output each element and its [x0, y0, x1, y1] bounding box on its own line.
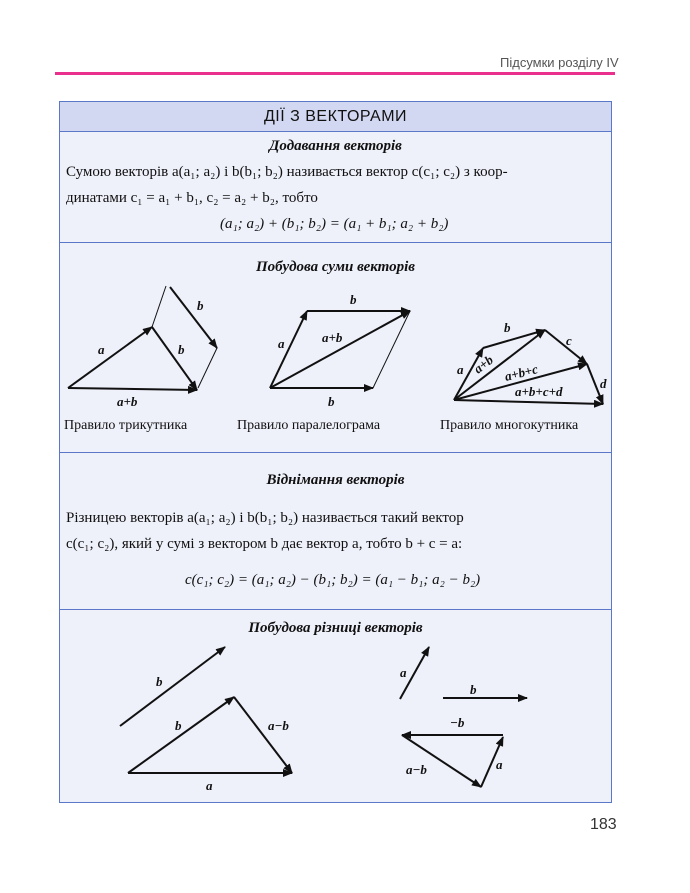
addition-line-1: Сумою векторів a(a₁; a₂) і b(b₁; b₂) називається вектор c(c₁; c₂) з коор- — [66, 164, 508, 180]
addition-heading: Додавання векторів — [269, 138, 402, 154]
label-a-plus-b: a+b — [470, 351, 496, 377]
diff-r-vector-a-minus-b — [402, 735, 481, 787]
subtraction-heading: Віднімання векторів — [266, 472, 405, 488]
label-a-minus-b: a−b — [406, 762, 427, 777]
construction-sum-heading: Побудова суми векторів — [256, 259, 415, 275]
subtraction-line-2: c(c₁; c₂), який у сумі з вектором b дає вектор a, тобто b + c = a: — [66, 536, 463, 552]
label-b: b — [470, 682, 477, 697]
parallelogram-vector-a — [270, 311, 307, 388]
box-title: ДІЇ З ВЕКТОРАМИ — [60, 102, 611, 132]
label-b: b — [178, 342, 185, 357]
summary-box — [59, 101, 612, 803]
triangle-vector-b-free — [170, 287, 217, 348]
triangle-vector-a — [68, 327, 152, 388]
label-a-minus-b: a−b — [268, 718, 289, 733]
label-b: b — [328, 394, 335, 409]
addition-line-2: динатами c₁ = a₁ + b₁, c₂ = a₂ + b₂, тобто — [66, 190, 318, 206]
label-a: a — [400, 665, 407, 680]
triangle-vector-b — [152, 327, 197, 390]
parallelogram-vector-sum — [270, 311, 410, 388]
label-a: a — [278, 336, 285, 351]
subtraction-line-1: Різницею векторів a(a₁; a₂) і b(b₁; b₂) називається такий вектор — [66, 510, 464, 526]
label-minus-b: −b — [450, 715, 465, 730]
label-a-plus-b-plus-c-plus-d: a+b+c+d — [515, 384, 563, 399]
construction-diff-heading: Побудова різниці векторів — [248, 620, 423, 636]
page-number: 183 — [590, 816, 617, 833]
label-c: c — [566, 333, 572, 348]
header-rule — [55, 72, 615, 75]
subtraction-formula: c(c₁; c₂) = (a₁; a₂) − (b₁; b₂) = (a₁ − b₁; a₂ − b₂) — [185, 572, 481, 588]
label-a: a — [457, 362, 464, 377]
running-header: Підсумки розділу IV — [500, 55, 619, 70]
label-a: a — [98, 342, 105, 357]
label-a-plus-b: a+b — [322, 330, 343, 345]
label-d: d — [600, 376, 607, 391]
addition-formula: (a₁; a₂) + (b₁; b₂) = (a₁ + b₁; a₂ + b₂) — [220, 216, 449, 232]
triangle-vector-sum — [68, 388, 197, 390]
rule-triangle-label: Правило трикутника — [64, 418, 188, 433]
rule-parallelogram-label: Правило паралелограма — [237, 418, 381, 433]
label-a-plus-b-plus-c: a+b+c — [503, 361, 540, 384]
vector-diagrams — [60, 102, 611, 802]
polygon-vector-b — [483, 330, 545, 348]
polygon-vector-sum-abcd — [454, 400, 603, 404]
label-b: b — [197, 298, 204, 313]
triangle-side-line — [198, 348, 217, 388]
rule-polygon-label: Правило многокутника — [440, 418, 579, 433]
parallelogram-side-line — [373, 311, 410, 388]
label-b: b — [350, 292, 357, 307]
label-b: b — [175, 718, 182, 733]
diff-vector-a-minus-b — [234, 697, 292, 773]
label-a: a — [206, 778, 213, 793]
label-b: b — [156, 674, 163, 689]
label-b: b — [504, 320, 511, 335]
label-a-plus-b: a+b — [117, 394, 138, 409]
label-a: a — [496, 757, 503, 772]
triangle-side-line — [152, 286, 166, 327]
